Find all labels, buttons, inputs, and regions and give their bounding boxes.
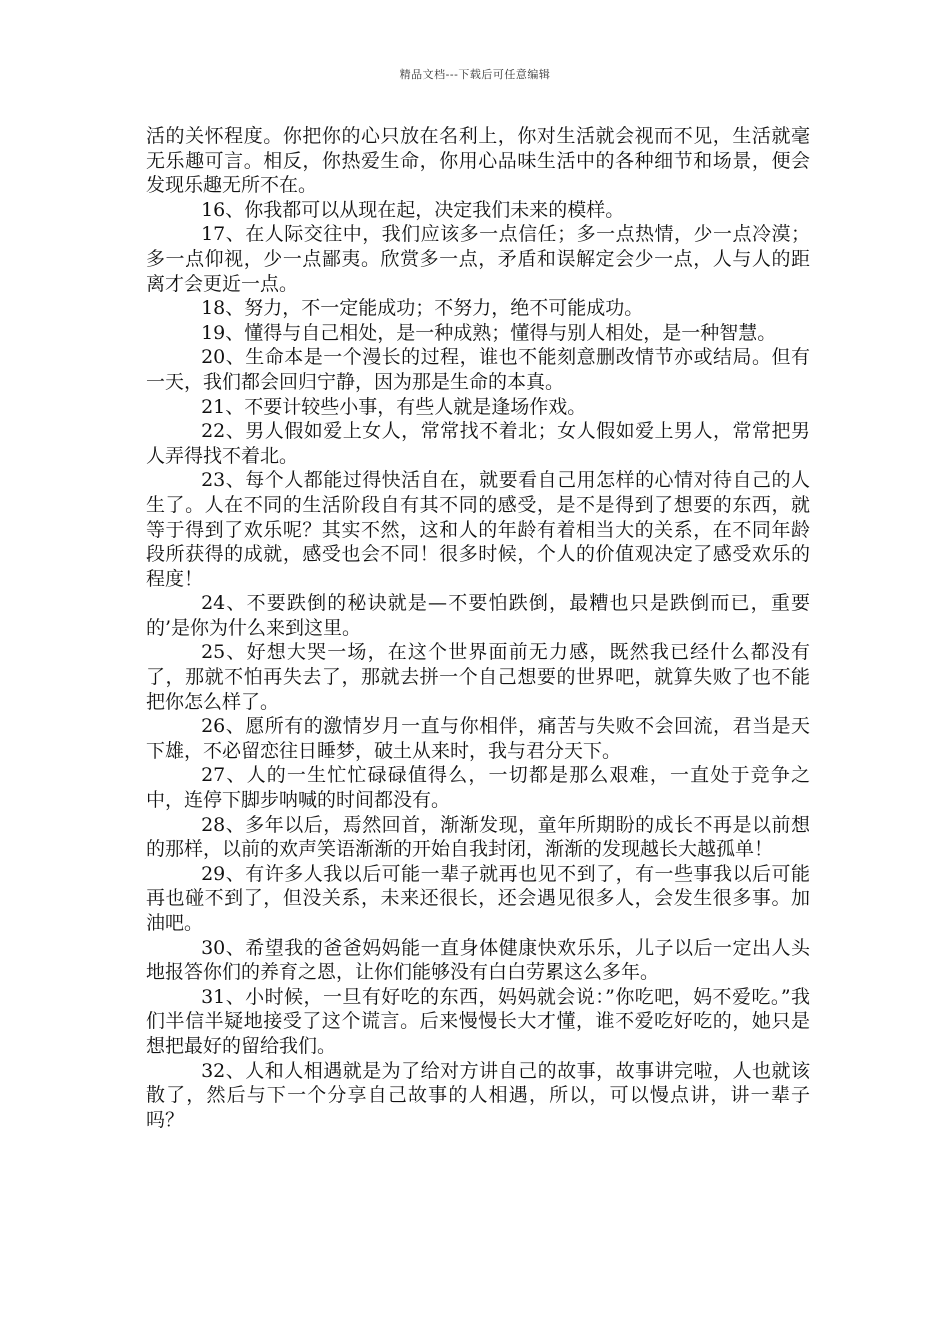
paragraph-20: 20、生命本是一个漫长的过程，谁也不能刻意删改情节亦或结局。但有一天，我们都会回归宁静，因为那是生命的本真。 bbox=[146, 346, 810, 393]
paragraph-32: 32、人和人相遇就是为了给对方讲自己的故事，故事讲完啦，人也就该散了，然后与下一个分享自己故事的人相遇，所以，可以慢点讲，讲一辈子吗？ bbox=[146, 1059, 810, 1131]
paragraph-16: 16、你我都可以从现在起，决定我们未来的模样。 bbox=[201, 198, 625, 221]
page-header: 精品文档---下载后可任意编辑 bbox=[399, 68, 551, 81]
paragraph-24: 24、不要跌倒的秘诀就是—不要怕跌倒，最糟也只是跌倒而已，重要的’是你为什么来到这里。 bbox=[146, 592, 810, 639]
paragraph-17: 17、在人际交往中，我们应该多一点信任；多一点热情，少一点冷漠；多一点仰视，少一点鄙夷。欣赏多一点，矛盾和误解定会少一点，人与人的距离才会更近一点。 bbox=[146, 223, 810, 295]
paragraph-continuation: 活的关怀程度。你把你的心只放在名利上，你对生活就会视而不见，生活就毫无乐趣可言。相反，你热爱生命，你用心品味生活中的各种细节和场景，便会发现乐趣无所不在。 bbox=[146, 125, 810, 197]
paragraph-28: 28、多年以后，焉然回首，渐渐发现，童年所期盼的成长不再是以前想的那样，以前的欢声笑语渐渐的开始自我封闭，渐渐的发现越长大越孤单！ bbox=[146, 813, 810, 861]
paragraph-27: 27、人的一生忙忙碌碌值得么，一切都是那么艰难，一直处于竞争之中，连停下脚步呐喊的时间都没有。 bbox=[146, 764, 810, 812]
paragraph-25: 25、好想大哭一场，在这个世界面前无力感，既然我已经什么都没有了，那就不怕再失去了，那就去拼一个自己想要的世界吧，就算失败了也不能把你怎么样了。 bbox=[146, 641, 810, 713]
paragraph-21: 21、不要计较些小事，有些人就是逢场作戏。 bbox=[201, 395, 587, 418]
paragraph-26: 26、愿所有的激情岁月一直与你相伴，痛苦与失败不会回流，君当是天下雄，不必留恋往日睡梦，破土从来时，我与君分天下。 bbox=[146, 715, 810, 762]
paragraph-31: 31、小时候，一旦有好吃的东西，妈妈就会说：”你吃吧，妈不爱吃。”我们半信半疑地接受了这个谎言。后来慢慢长大才懂，谁不爱吃好吃的，她只是想把最好的留给我们。 bbox=[146, 985, 810, 1057]
paragraph-22: 22、男人假如爱上女人，常常找不着北；女人假如爱上男人，常常把男人弄得找不着北。 bbox=[146, 420, 810, 467]
paragraph-18: 18、努力，不一定能成功；不努力，绝不可能成功。 bbox=[201, 297, 644, 320]
paragraph-19: 19、懂得与自己相处，是一种成熟；懂得与别人相处，是一种智慧。 bbox=[201, 321, 777, 344]
document-body bbox=[146, 124, 810, 1132]
paragraph-30: 30、希望我的爸爸妈妈能一直身体健康快欢乐乐，儿子以后一定出人头地报答你们的养育之恩，让你们能够没有白白劳累这么多年。 bbox=[146, 936, 810, 984]
paragraph-29: 29、有许多人我以后可能一辈子就再也见不到了，有一些事我以后可能再也碰不到了，但没关系，未来还很长，还会遇见很多人，会发生很多事。加油吧。 bbox=[146, 862, 810, 934]
paragraph-23: 23、每个人都能过得快活自在，就要看自己用怎样的心情对待自己的人生了。人在不同的生活阶段自有其不同的感受，是不是得到了想要的东西，就等于得到了欢乐呢？其实不然，这和人的年龄有着相当大的关系，在不同年龄段所获得的成就，感受也会不同！很多时候，个人的价值观决定了感受欢乐的程度！ bbox=[146, 469, 810, 590]
